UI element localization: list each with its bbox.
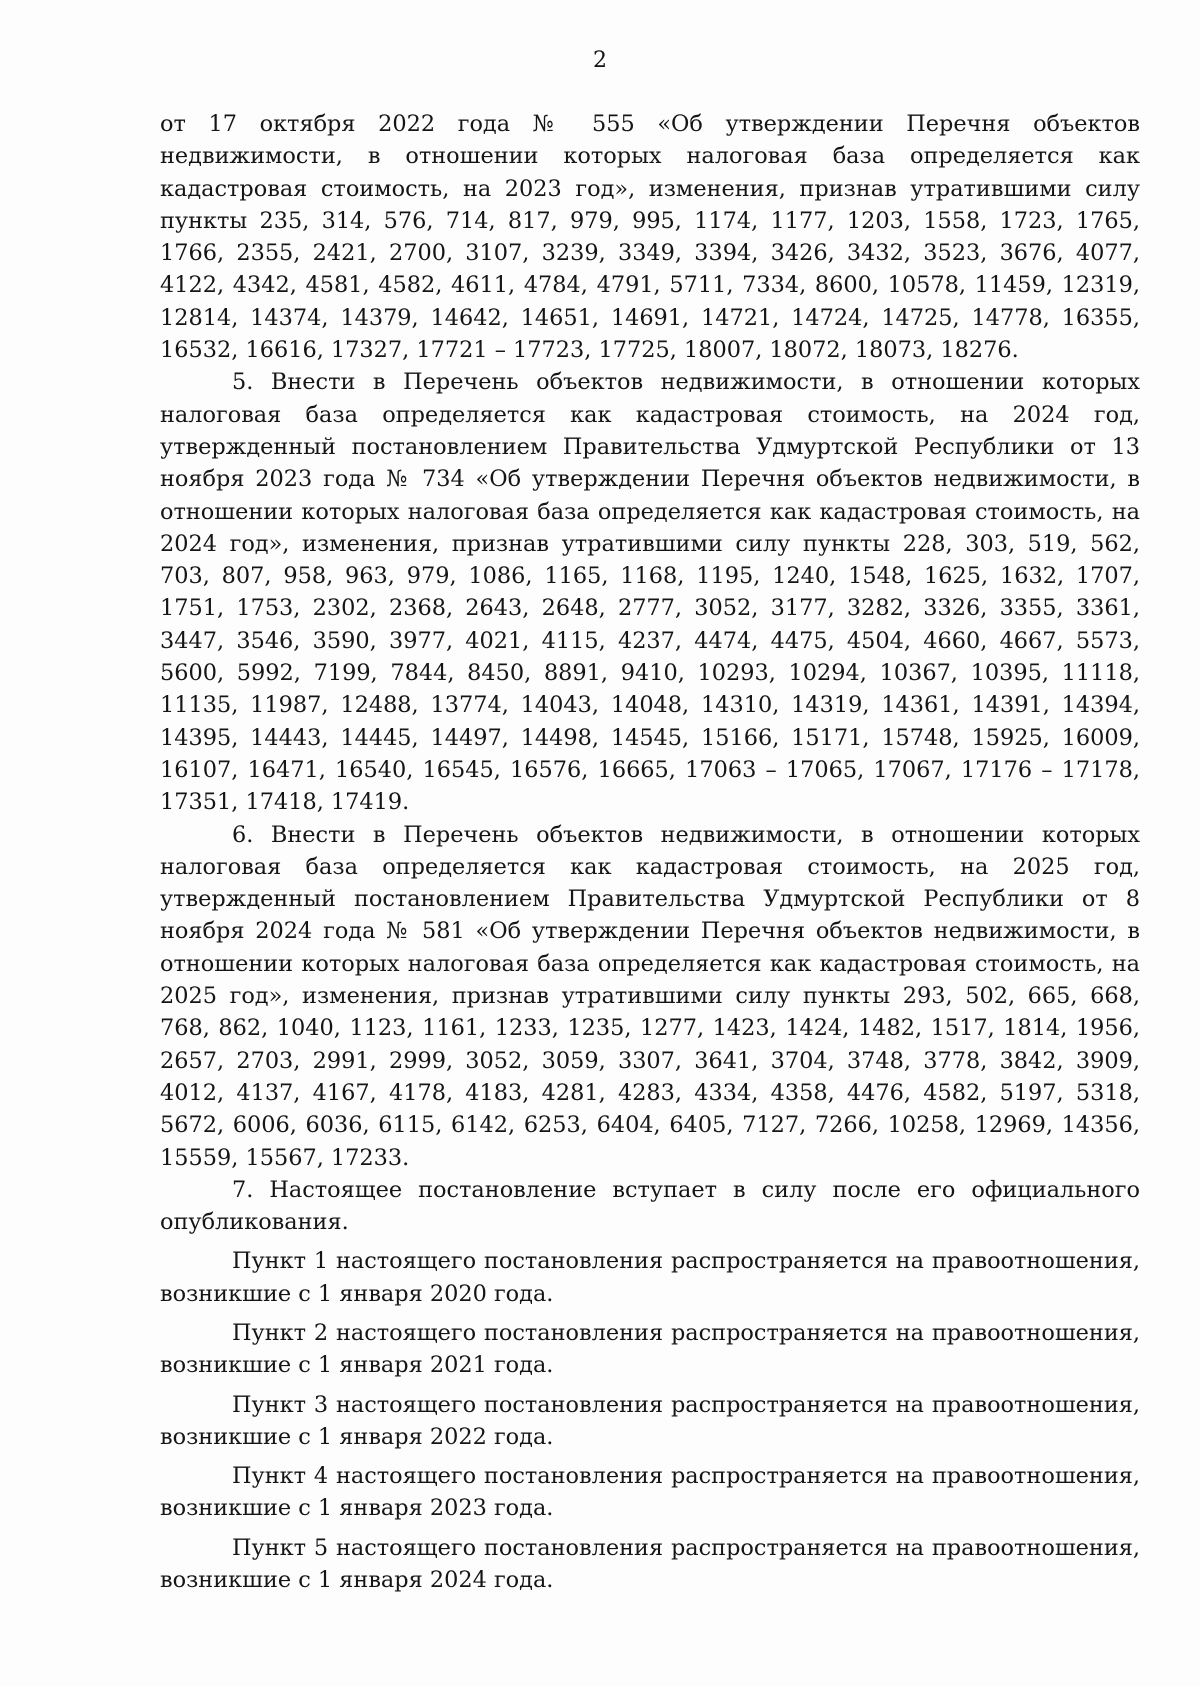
paragraph-effective-point-1: Пункт 1 настоящего постановления распространяется на правоотношения, возникшие с 1 января 2020 года. <box>160 1248 1140 1307</box>
document-body <box>160 108 1140 1596</box>
paragraph-5: 5. Внести в Перечень объектов недвижимости, в отношении которых налоговая база определяется как кадастровая стоимость, на 2024 год, утвержденный постановлением Правительства Удмуртской Республики от 13 ноября 2023 года № 734 «Об утверждении Перечня объектов недвижимости, в отношении которых налоговая база определяется как кадастровая стоимость, на 2024 год», изменения, признав утратившими силу пункты 228, 303, 519, 562, 703, 807, 958, 963, 979, 1086, 1165, 1168, 1195, 1240, 1548, 1625, 1632, 1707, 1751, 1753, 2302, 2368, 2643, 2648, 2777, 3052, 3177, 3282, 3326, 3355, 3361, 3447, 3546, 3590, 3977, 4021, 4115, 4237, 4474, 4475, 4504, 4660, 4667, 5573, 5600, 5992, 7199, 7844, 8450, 8891, 9410, 10293, 10294, 10367, 10395, 11118, 11135, 11987, 12488, 13774, 14043, 14048, 14310, 14319, 14361, 14391, 14394, 14395, 14443, 14445, 14497, 14498, 14545, 15166, 15171, 15748, 15925, 16009, 16107, 16471, 16540, 16545, 16576, 16665, 17063 – 17065, 17067, 17176 – 17178, 17351, 17418, 17419. <box>160 369 1140 816</box>
paragraph-effective-point-4: Пункт 4 настоящего постановления распространяется на правоотношения, возникшие с 1 января 2023 года. <box>160 1463 1140 1522</box>
paragraph-effective-point-2: Пункт 2 настоящего постановления распространяется на правоотношения, возникшие с 1 января 2021 года. <box>160 1319 1140 1379</box>
paragraph-7: 7. Настоящее постановление вступает в силу после его официального опубликования. <box>160 1176 1140 1236</box>
paragraph-effective-point-3: Пункт 3 настоящего постановления распространяется на правоотношения, возникшие с 1 января 2022 года. <box>160 1391 1140 1450</box>
page-number: 2 <box>593 48 607 73</box>
paragraph-6: 6. Внести в Перечень объектов недвижимости, в отношении которых налоговая база определяется как кадастровая стоимость, на 2025 год, утвержденный постановлением Правительства Удмуртской Республики от 8 ноября 2024 года № 581 «Об утверждении Перечня объектов недвижимости, в отношении которых налоговая база определяется как кадастровая стоимость, на 2025 год», изменения, признав утратившими силу пункты 293, 502, 665, 668, 768, 862, 1040, 1123, 1161, 1233, 1235, 1277, 1423, 1424, 1482, 1517, 1814, 1956, 2657, 2703, 2991, 2999, 3052, 3059, 3307, 3641, 3704, 3748, 3778, 3842, 3909, 4012, 4137, 4167, 4178, 4183, 4281, 4283, 4334, 4358, 4476, 4582, 5197, 5318, 5672, 6006, 6036, 6115, 6142, 6253, 6404, 6405, 7127, 7266, 10258, 12969, 14356, 15559, 15567, 17233. <box>160 821 1140 1171</box>
paragraph-continuation: от 17 октября 2022 года № 555 «Об утверждении Перечня объектов недвижимости, в отношении которых налоговая база определяется как кадастровая стоимость, на 2023 год», изменения, признав утратившими силу пункты 235, 314, 576, 714, 817, 979, 995, 1174, 1177, 1203, 1558, 1723, 1765, 1766, 2355, 2421, 2700, 3107, 3239, 3349, 3394, 3426, 3432, 3523, 3676, 4077, 4122, 4342, 4581, 4582, 4611, 4784, 4791, 5711, 7334, 8600, 10578, 11459, 12319, 12814, 14374, 14379, 14642, 14651, 14691, 14721, 14724, 14725, 14778, 16355, 16532, 16616, 17327, 17721 – 17723, 17725, 18007, 18072, 18073, 18276. <box>160 111 1140 364</box>
paragraph-effective-point-5: Пункт 5 настоящего постановления распространяется на правоотношения, возникшие с 1 января 2024 года. <box>160 1534 1140 1594</box>
